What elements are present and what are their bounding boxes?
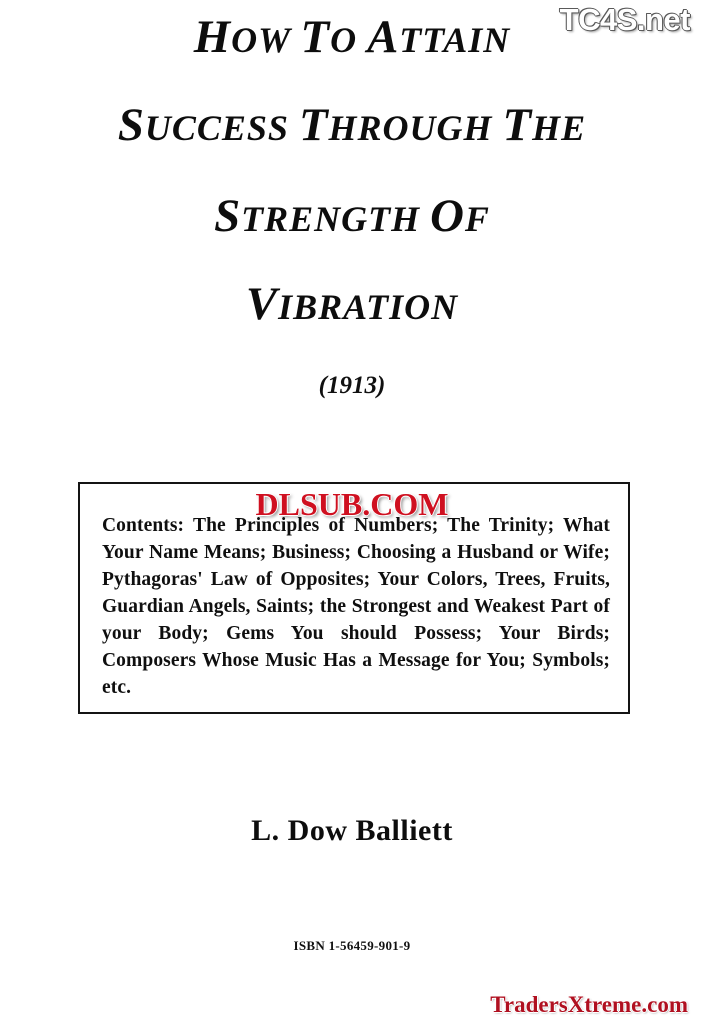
author-name: L. Dow Balliett xyxy=(251,814,453,847)
watermark-bottom-right: TradersXtreme.com xyxy=(490,992,688,1017)
title-line-2: SUCCESS THROUGH THE xyxy=(117,98,587,151)
title-line-3: STRENGTH OF xyxy=(214,189,490,242)
contents-box xyxy=(78,482,630,714)
publication-year: (1913) xyxy=(318,372,386,399)
watermark-center: DLSUB.COM xyxy=(255,486,449,522)
watermark-top-right: TC4S.net xyxy=(559,2,690,37)
title-line-1: HOW TO ATTAIN xyxy=(193,11,511,63)
contents-text: Contents: The Principles of Numbers; The Trinity; What Your Name Means; Business; Choosing a Husband or Wife; Pythagoras' Law of Opposites; Your Colors, Trees, Fruits, Guardian Angels, Saints; the Strongest and Weakest Part of your Body; Gems You should Possess; Your Birds; Composers Whose Music Has a Message for You; Symbols; etc. xyxy=(102,515,610,698)
isbn-number: ISBN 1-56459-901-9 xyxy=(293,938,411,953)
book-title xyxy=(0,11,704,331)
title-line-4: VIBRATION xyxy=(245,278,459,331)
